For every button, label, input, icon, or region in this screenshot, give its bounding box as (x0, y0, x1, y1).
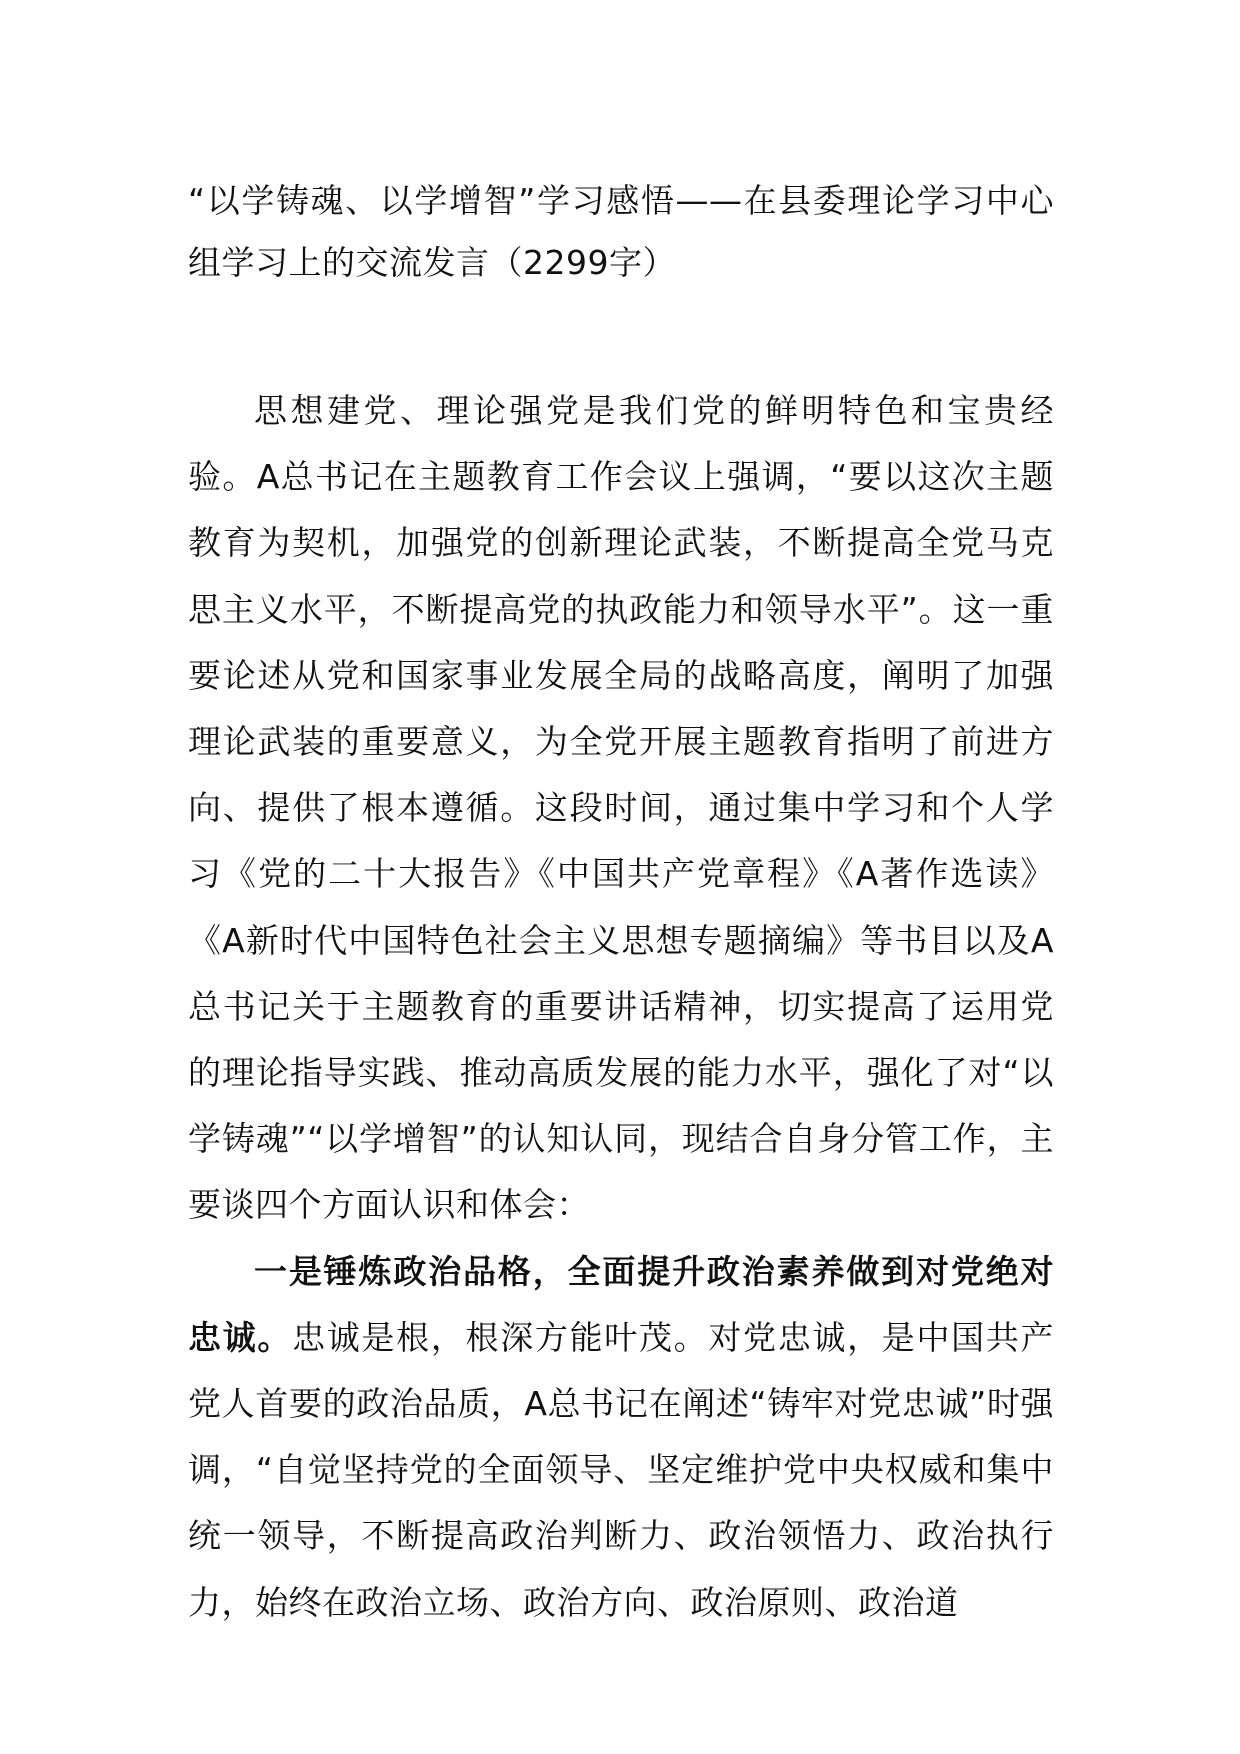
title-spacer (188, 294, 1054, 378)
paragraph-intro (188, 378, 1054, 1239)
paragraph-intro-text: 思想建党、理论强党是我们党的鲜明特色和宝贵经验。A总书记在主题教育工作会议上强调，“要以这次主题教育为契机，加强党的创新理论武装，不断提高全党马克思主义水平，不断提高党的执政能力和领导水平”。这一重要论述从党和国家事业发展全局的战略高度，阐明了加强理论武装的重要意义，为全党开展主题教育指明了前进方向、提供了根本遵循。这段时间，通过集中学习和个人学习《党的二十大报告》《中国共产党章程》《A著作选读》《A新时代中国特色社会主义思想专题摘编》等书目以及A总书记关于主题教育的重要讲话精神，切实提高了运用党的理论指导实践、推动高质发展的能力水平，强化了对“以学铸魂”“以学增智”的认知认同，现结合自身分管工作，主要谈四个方面认识和体会： (188, 391, 1054, 1225)
paragraph-point-one-text: 忠诚是根，根深方能叶茂。对党忠诚，是中国共产党人首要的政治品质，A总书记在阐述“铸牢对党忠诚”时强调，“自觉坚持党的全面领导、坚定维护党中央权威和集中统一领导，不断提高政治判断力、政治领悟力、政治执行力，始终在政治立场、政治方向、政治原则、政治道 (188, 1317, 1054, 1622)
paragraph-point-one-lead: 一是锤炼政治品格，全面提升政治素养做到对党绝对忠诚。 (188, 1251, 1054, 1357)
document-body (188, 170, 1054, 1636)
document-title: “以学铸魂、以学增智”学习感悟——在县委理论学习中心组学习上的交流发言（2299字） (188, 181, 1054, 282)
paragraph-point-one (188, 1239, 1054, 1636)
